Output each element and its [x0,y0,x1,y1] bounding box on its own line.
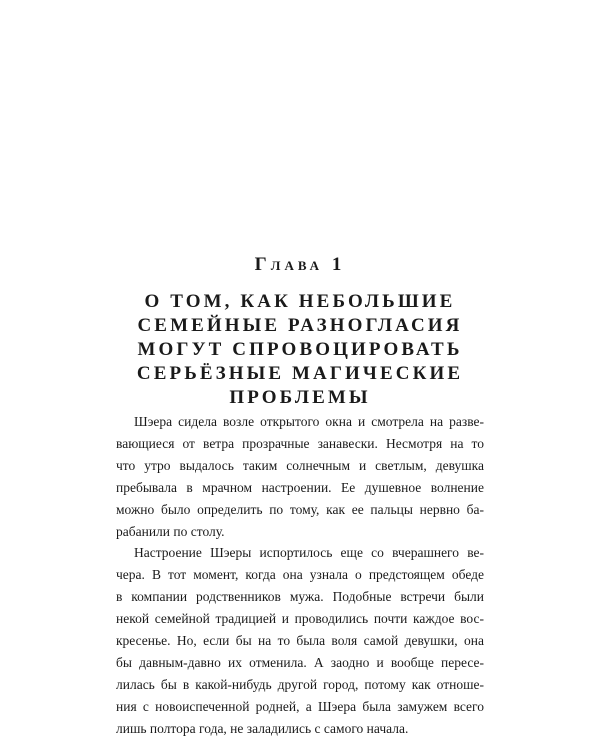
chapter-title-line: О ТОМ, КАК НЕБОЛЬШИЕ [144,291,456,312]
chapter-title-line: ПРОБЛЕМЫ [229,387,371,408]
text-line: чера. В тот момент, когда она узнала о предстоящем обеде [116,567,484,583]
paragraph [116,411,484,542]
text-line: в компании родственников мужа. Подобные встречи были [116,589,484,605]
text-line: Шэера сидела возле открытого окна и смотрела на разве- [134,414,484,429]
text-line: что утро выдалось таким солнечным и светлым, девушка [116,457,484,473]
text-line: пребывала в мрачном настроении. Ее душевное волнение [116,479,484,495]
text-line: бы давным-давно их отменила. А заодно и вообще пересе- [116,654,484,670]
chapter-title-line: СЕРЬЁЗНЫЕ МАГИЧЕСКИЕ [136,363,464,384]
book-page [116,0,484,750]
chapter-number: Глава 1 [254,254,346,275]
text-line: можно было определить по тому, как ее пальцы нервно ба- [116,501,484,517]
body-text [116,411,484,740]
chapter-title-line: СЕМЕЙНЫЕ РАЗНОГЛАСИЯ [137,315,463,336]
chapter-title [116,290,484,410]
text-line: ния с новоиспеченной родней, а Шэера была замужем всего [116,698,484,714]
text-line: рабанили по столу. [116,523,225,539]
text-line: кресенье. Но, если бы на то была воля самой девушки, она [116,633,484,649]
text-line: вающиеся от ветра прозрачные занавески. Несмотря на то [116,435,484,451]
paragraph [116,542,484,739]
text-line: Настроение Шэеры испортилось еще со вчерашнего ве- [134,545,484,561]
text-line: некой семейной традицией и проводились почти каждое вос- [116,611,484,627]
chapter-title-line: МОГУТ СПРОВОЦИРОВАТЬ [137,339,463,360]
text-line: лишь полтора года, не заладились с самого начала. [116,720,409,736]
text-line: лилась бы в какой-нибудь другой город, потому как отноше- [116,676,484,692]
